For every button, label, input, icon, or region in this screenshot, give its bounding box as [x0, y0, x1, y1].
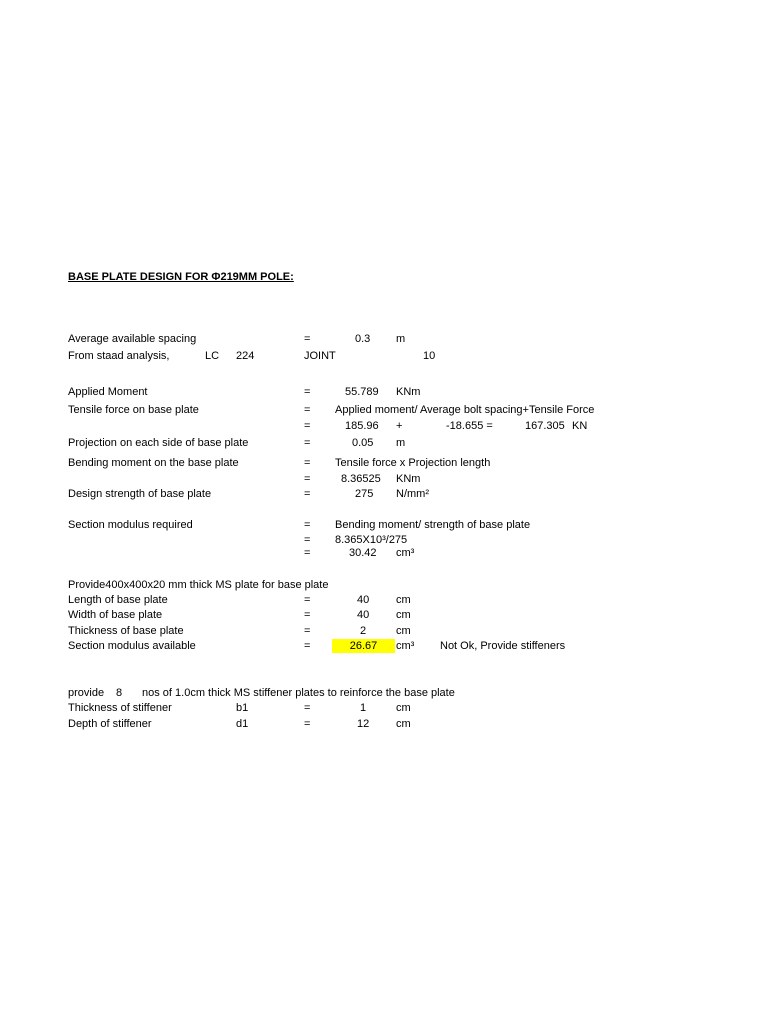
spacing-eq: = [304, 333, 311, 345]
spacing-unit: m [396, 333, 406, 345]
stiffener-depth-label: Depth of stiffener [68, 718, 152, 730]
bending-calc-eq: = [304, 473, 311, 485]
section-available-eq: = [304, 640, 311, 652]
bending-calc-unit: KNm [396, 473, 421, 485]
thickness-eq: = [304, 625, 311, 637]
thickness-label: Thickness of base plate [68, 625, 184, 637]
applied-moment-eq: = [304, 386, 311, 398]
length-value: 40 [357, 594, 370, 606]
lc-label: LC [205, 350, 220, 362]
stiffener-thickness-label: Thickness of stiffener [68, 702, 172, 714]
stiffener-thickness-eq: = [304, 702, 311, 714]
design-strength-unit: N/mm² [396, 488, 429, 500]
stiffener-thickness-value: 1 [360, 702, 367, 714]
staad-label: From staad analysis, [68, 350, 170, 362]
spacing-label: Average available spacing [68, 333, 197, 345]
section-required-label: Section modulus required [68, 519, 193, 531]
length-eq: = [304, 594, 311, 606]
section-required-formula: Bending moment/ strength of base plate [335, 519, 531, 531]
tensile-force-label: Tensile force on base plate [68, 404, 199, 416]
applied-moment-label: Applied Moment [68, 386, 148, 398]
width-value: 40 [357, 609, 370, 621]
section-available-label: Section modulus available [68, 640, 196, 652]
design-strength-eq: = [304, 488, 311, 500]
tensile-calc-term1: 185.96 [345, 420, 379, 432]
width-label: Width of base plate [68, 609, 163, 621]
bending-calc-value: 8.36525 [341, 473, 381, 485]
tensile-calc-result: 167.305 [525, 420, 565, 432]
bending-moment-eq: = [304, 457, 311, 469]
provide-plate-text: Provide400x400x20 mm thick MS plate for base plate [68, 579, 329, 591]
provide-stiffener-text: nos of 1.0cm thick MS stiffener plates to reinforce the base plate [142, 687, 455, 699]
provide-stiffener-count: 8 [116, 687, 123, 699]
lc-value: 224 [236, 350, 255, 362]
projection-label: Projection on each side of base plate [68, 437, 249, 449]
stiffener-thickness-unit: cm [396, 702, 411, 714]
tensile-calc-plus: + [396, 420, 403, 432]
provide-stiffener-pre: provide [68, 687, 105, 699]
tensile-force-formula: Applied moment/ Average bolt spacing+Tensile Force [335, 404, 595, 416]
section-calc-eq: = [304, 534, 311, 546]
joint-label: JOINT [304, 350, 336, 362]
projection-value: 0.05 [352, 437, 374, 449]
width-eq: = [304, 609, 311, 621]
length-label: Length of base plate [68, 594, 168, 606]
stiffener-depth-unit: cm [396, 718, 411, 730]
design-strength-value: 275 [355, 488, 374, 500]
section-available-value: 26.67 [332, 639, 395, 653]
stiffener-depth-sym: d1 [236, 718, 249, 730]
section-result-value: 30.42 [349, 547, 377, 559]
section-available-unit: cm³ [396, 640, 415, 652]
spacing-value: 0.3 [355, 333, 371, 345]
page-title: BASE PLATE DESIGN FOR Φ219MM POLE: [68, 271, 294, 283]
section-result-unit: cm³ [396, 547, 415, 559]
stiffener-depth-value: 12 [357, 718, 370, 730]
thickness-value: 2 [360, 625, 367, 637]
tensile-force-eq: = [304, 404, 311, 416]
stiffener-depth-eq: = [304, 718, 311, 730]
tensile-calc-eq: = [304, 420, 311, 432]
applied-moment-value: 55.789 [345, 386, 379, 398]
length-unit: cm [396, 594, 411, 606]
projection-eq: = [304, 437, 311, 449]
section-calc-formula: 8.365X10³/275 [335, 534, 408, 546]
tensile-calc-term2: -18.655 = [446, 420, 493, 432]
section-result-eq: = [304, 547, 311, 559]
section-available-remark: Not Ok, Provide stiffeners [440, 640, 566, 652]
bending-moment-formula: Tensile force x Projection length [335, 457, 491, 469]
applied-moment-unit: KNm [396, 386, 421, 398]
stiffener-thickness-sym: b1 [236, 702, 249, 714]
bending-moment-label: Bending moment on the base plate [68, 457, 239, 469]
projection-unit: m [396, 437, 406, 449]
section-required-eq: = [304, 519, 311, 531]
joint-value: 10 [423, 350, 436, 362]
width-unit: cm [396, 609, 411, 621]
thickness-unit: cm [396, 625, 411, 637]
tensile-calc-unit: KN [572, 420, 588, 432]
design-strength-label: Design strength of base plate [68, 488, 212, 500]
